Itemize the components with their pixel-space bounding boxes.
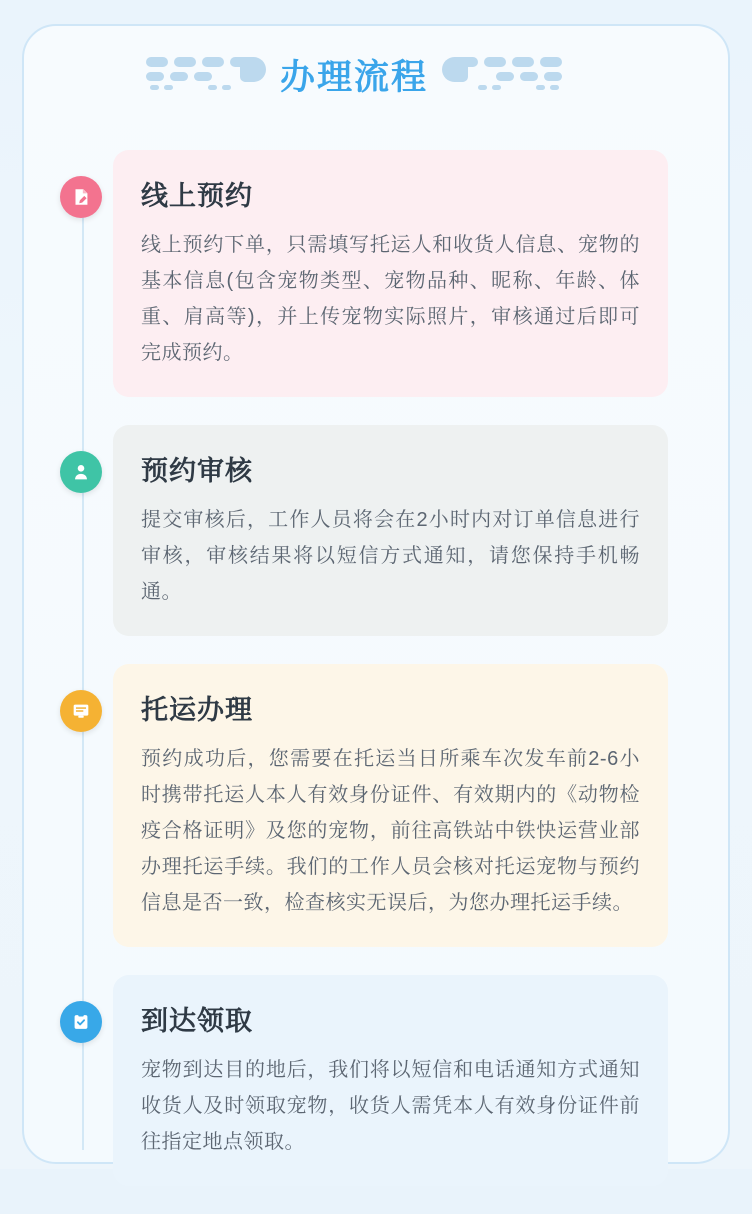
step-text: 线上预约下单，只需填写托运人和收货人信息、宠物的基本信息(包含宠物类型、宠物品种、昵称、年龄、体重、肩高等)，并上传宠物实际照片，审核通过后即可完成预约。 [141,234,640,364]
list-item [0,150,708,397]
step-box [113,664,668,947]
user-check-icon [60,451,102,493]
edit-note-icon [60,176,102,218]
step-box [113,425,668,636]
list-item [0,664,708,947]
step-box [113,150,668,397]
step-title: 线上预约 [141,181,253,211]
train-icon [442,53,562,97]
document-lines-icon [60,690,102,732]
train-icon [146,53,266,97]
list-item [0,425,708,636]
step-text: 提交审核后，工作人员将会在2小时内对订单信息进行审核，审核结果将以短信方式通知，请您保持手机畅通。 [141,509,640,603]
page-title: 办理流程 [279,58,428,97]
clipboard-check-icon [60,1001,102,1043]
step-box [113,975,668,1186]
step-title: 到达领取 [141,1006,253,1036]
list-item [0,975,708,1186]
steps-list [0,150,708,1214]
step-title: 预约审核 [141,456,253,486]
step-text: 预约成功后，您需要在托运当日所乘车次发车前2-6小时携带托运人本人有效身份证件、有效期内的《动物检疫合格证明》及您的宠物，前往高铁站中铁快运营业部办理托运手续。我们的工作人员会核对托运宠物与预约信息是否一致，检查核实无误后，为您办理托运手续。 [141,748,640,914]
step-title: 托运办理 [141,695,253,725]
page-header [0,40,708,110]
step-text: 宠物到达目的地后，我们将以短信和电话通知方式通知收货人及时领取宠物，收货人需凭本人有效身份证件前往指定地点领取。 [141,1059,640,1153]
